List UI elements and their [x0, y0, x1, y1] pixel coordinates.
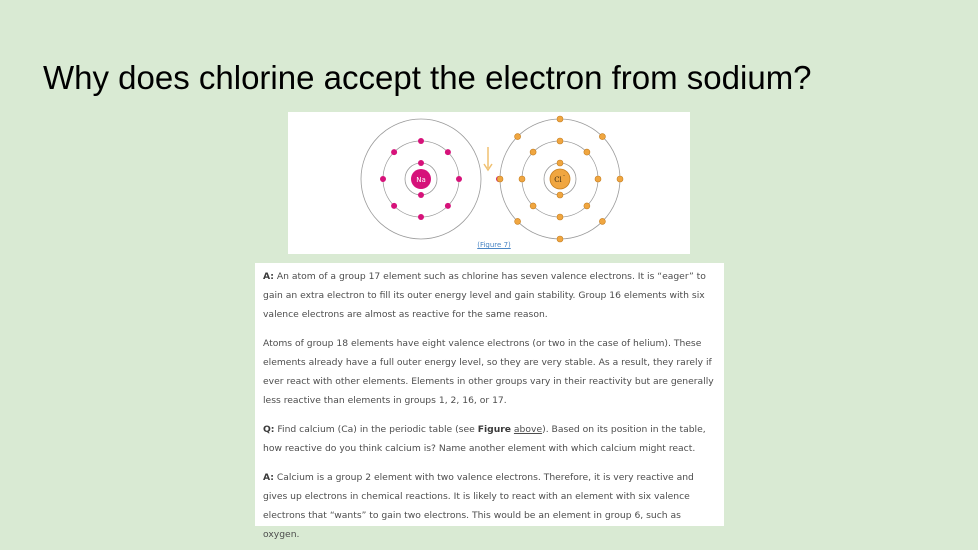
electron [584, 149, 590, 155]
chlorine-symbol: Cl [554, 176, 562, 184]
electron [519, 176, 525, 182]
electron [391, 203, 397, 209]
question-label: Q: [263, 424, 275, 435]
answer-text: An atom of a group 17 element such as chlorine has seven valence electrons. It is “eager” to gain an extra electron to fill its outer energy level and gain stability. Group 16 elements with six valence electrons are almost as reactive for the same reason. [263, 271, 706, 320]
electron [557, 138, 563, 144]
figure-caption[interactable]: (Figure 7) [477, 241, 511, 249]
bohr-diagram-figure [288, 112, 690, 254]
answer-label: A: [263, 271, 274, 282]
question-text-end: ). Based on its position in the table, how reactive do you think calcium is? Name another element with which calcium might react. [263, 424, 706, 454]
electron [445, 203, 451, 209]
paragraph-group-18: Atoms of group 18 elements have eight valence electrons (or two in the case of helium). These elements already have a full outer energy level, so they are very stable. As a result, they rarely if ever react with other elements. Elements in other groups vary in their reactivity but are generally less reactive than elements in groups 1, 2, 16, or 17. [263, 338, 714, 406]
chlorine-charge: - [563, 173, 565, 179]
electron [418, 192, 424, 198]
electron [418, 214, 424, 220]
question-paragraph [263, 420, 720, 458]
sodium-symbol: Na [416, 176, 426, 184]
electron [557, 116, 563, 122]
electron [557, 192, 563, 198]
electron [557, 160, 563, 166]
electron [584, 203, 590, 209]
electron [530, 149, 536, 155]
electron [530, 203, 536, 209]
question-text-start: Find calcium (Ca) in the periodic table (see [274, 424, 478, 435]
electron [391, 149, 397, 155]
text-content [255, 263, 724, 540]
figure-reference: Figure [477, 424, 511, 435]
electron [418, 160, 424, 166]
answer-text: Calcium is a group 2 element with two valence electrons. Therefore, it is very reactive and gives up electrons in chemical reactions. It is likely to react with an element with six valence electrons that “wants” to gain two electrons. This would be an element in group 6, such as oxygen. [263, 472, 694, 540]
electron [380, 176, 386, 182]
electron [599, 218, 605, 224]
electron [599, 134, 605, 140]
electron [515, 134, 521, 140]
electron [418, 138, 424, 144]
electron [497, 176, 503, 182]
answer-paragraph-1 [263, 267, 720, 324]
slide-title: Why does chlorine accept the electron from sodium? [43, 59, 812, 96]
above-link[interactable]: above [513, 424, 543, 435]
electron [557, 214, 563, 220]
answer-paragraph-2 [263, 468, 720, 544]
answer-label: A: [263, 472, 274, 483]
electron [456, 176, 462, 182]
bohr-diagram [288, 112, 690, 254]
electron [617, 176, 623, 182]
electron [515, 218, 521, 224]
electron [595, 176, 601, 182]
electron [445, 149, 451, 155]
